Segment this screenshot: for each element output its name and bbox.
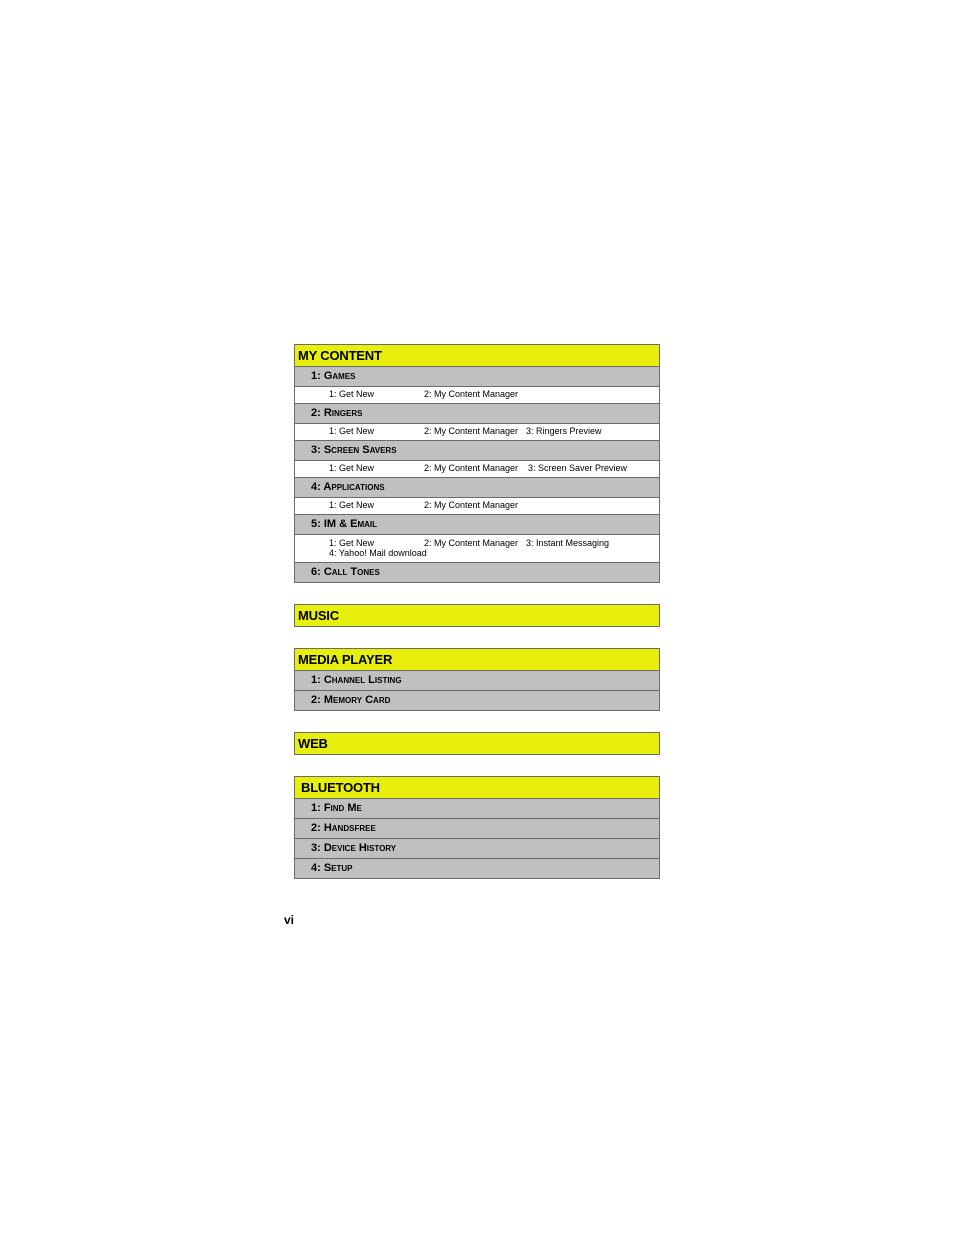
menu-title-bluetooth: BLUETOOTH <box>295 777 659 798</box>
submenu-setup: 4: Setup <box>295 858 659 878</box>
submenu-items-applications <box>295 497 659 514</box>
menu-title-my-content: MY CONTENT <box>295 345 659 366</box>
list-item: 3: Ringers Preview <box>526 426 602 436</box>
list-item: 1: Get New <box>329 538 375 548</box>
list-item: 2: My Content Manager <box>424 426 519 436</box>
list-item: 2: My Content Manager <box>424 538 519 548</box>
menu-web <box>294 732 660 755</box>
list-item: 2: My Content Manager <box>424 389 519 399</box>
menu-title-web: WEB <box>295 733 659 754</box>
list-item: 2: My Content Manager <box>424 500 519 510</box>
menu-music <box>294 604 660 627</box>
page-number: vi <box>284 913 295 927</box>
menu-bluetooth <box>294 776 660 879</box>
menu-title-music: MUSIC <box>295 605 659 626</box>
list-item: 2: My Content Manager <box>424 463 519 473</box>
list-item: 1: Get New <box>329 463 375 473</box>
submenu-items-ringers <box>295 423 659 440</box>
menu-title-media-player: MEDIA PLAYER <box>295 649 659 670</box>
list-item: 3: Screen Saver Preview <box>528 463 628 473</box>
submenu-items-screen-savers <box>295 460 659 477</box>
submenu-items-im-email <box>295 534 659 562</box>
submenu-memory-card: 2: Memory Card <box>295 690 659 710</box>
list-item: 3: Instant Messaging <box>526 538 610 548</box>
submenu-applications: 4: Applications <box>295 477 659 497</box>
submenu-screen-savers: 3: Screen Savers <box>295 440 659 460</box>
submenu-channel-listing: 1: Channel Listing <box>295 670 659 690</box>
list-item: 1: Get New <box>329 426 375 436</box>
submenu-call-tones: 6: Call Tones <box>295 562 659 582</box>
menu-my-content <box>294 344 660 583</box>
list-item: 1: Get New <box>329 389 375 399</box>
submenu-handsfree: 2: Handsfree <box>295 818 659 838</box>
submenu-im-email: 5: IM & Email <box>295 514 659 534</box>
submenu-device-history: 3: Device History <box>295 838 659 858</box>
submenu-items-games <box>295 386 659 403</box>
list-item: 1: Get New <box>329 500 375 510</box>
list-item: 4: Yahoo! Mail download <box>329 548 427 558</box>
submenu-games: 1: Games <box>295 366 659 386</box>
menu-media-player <box>294 648 660 711</box>
submenu-find-me: 1: Find Me <box>295 798 659 818</box>
submenu-ringers: 2: Ringers <box>295 403 659 423</box>
